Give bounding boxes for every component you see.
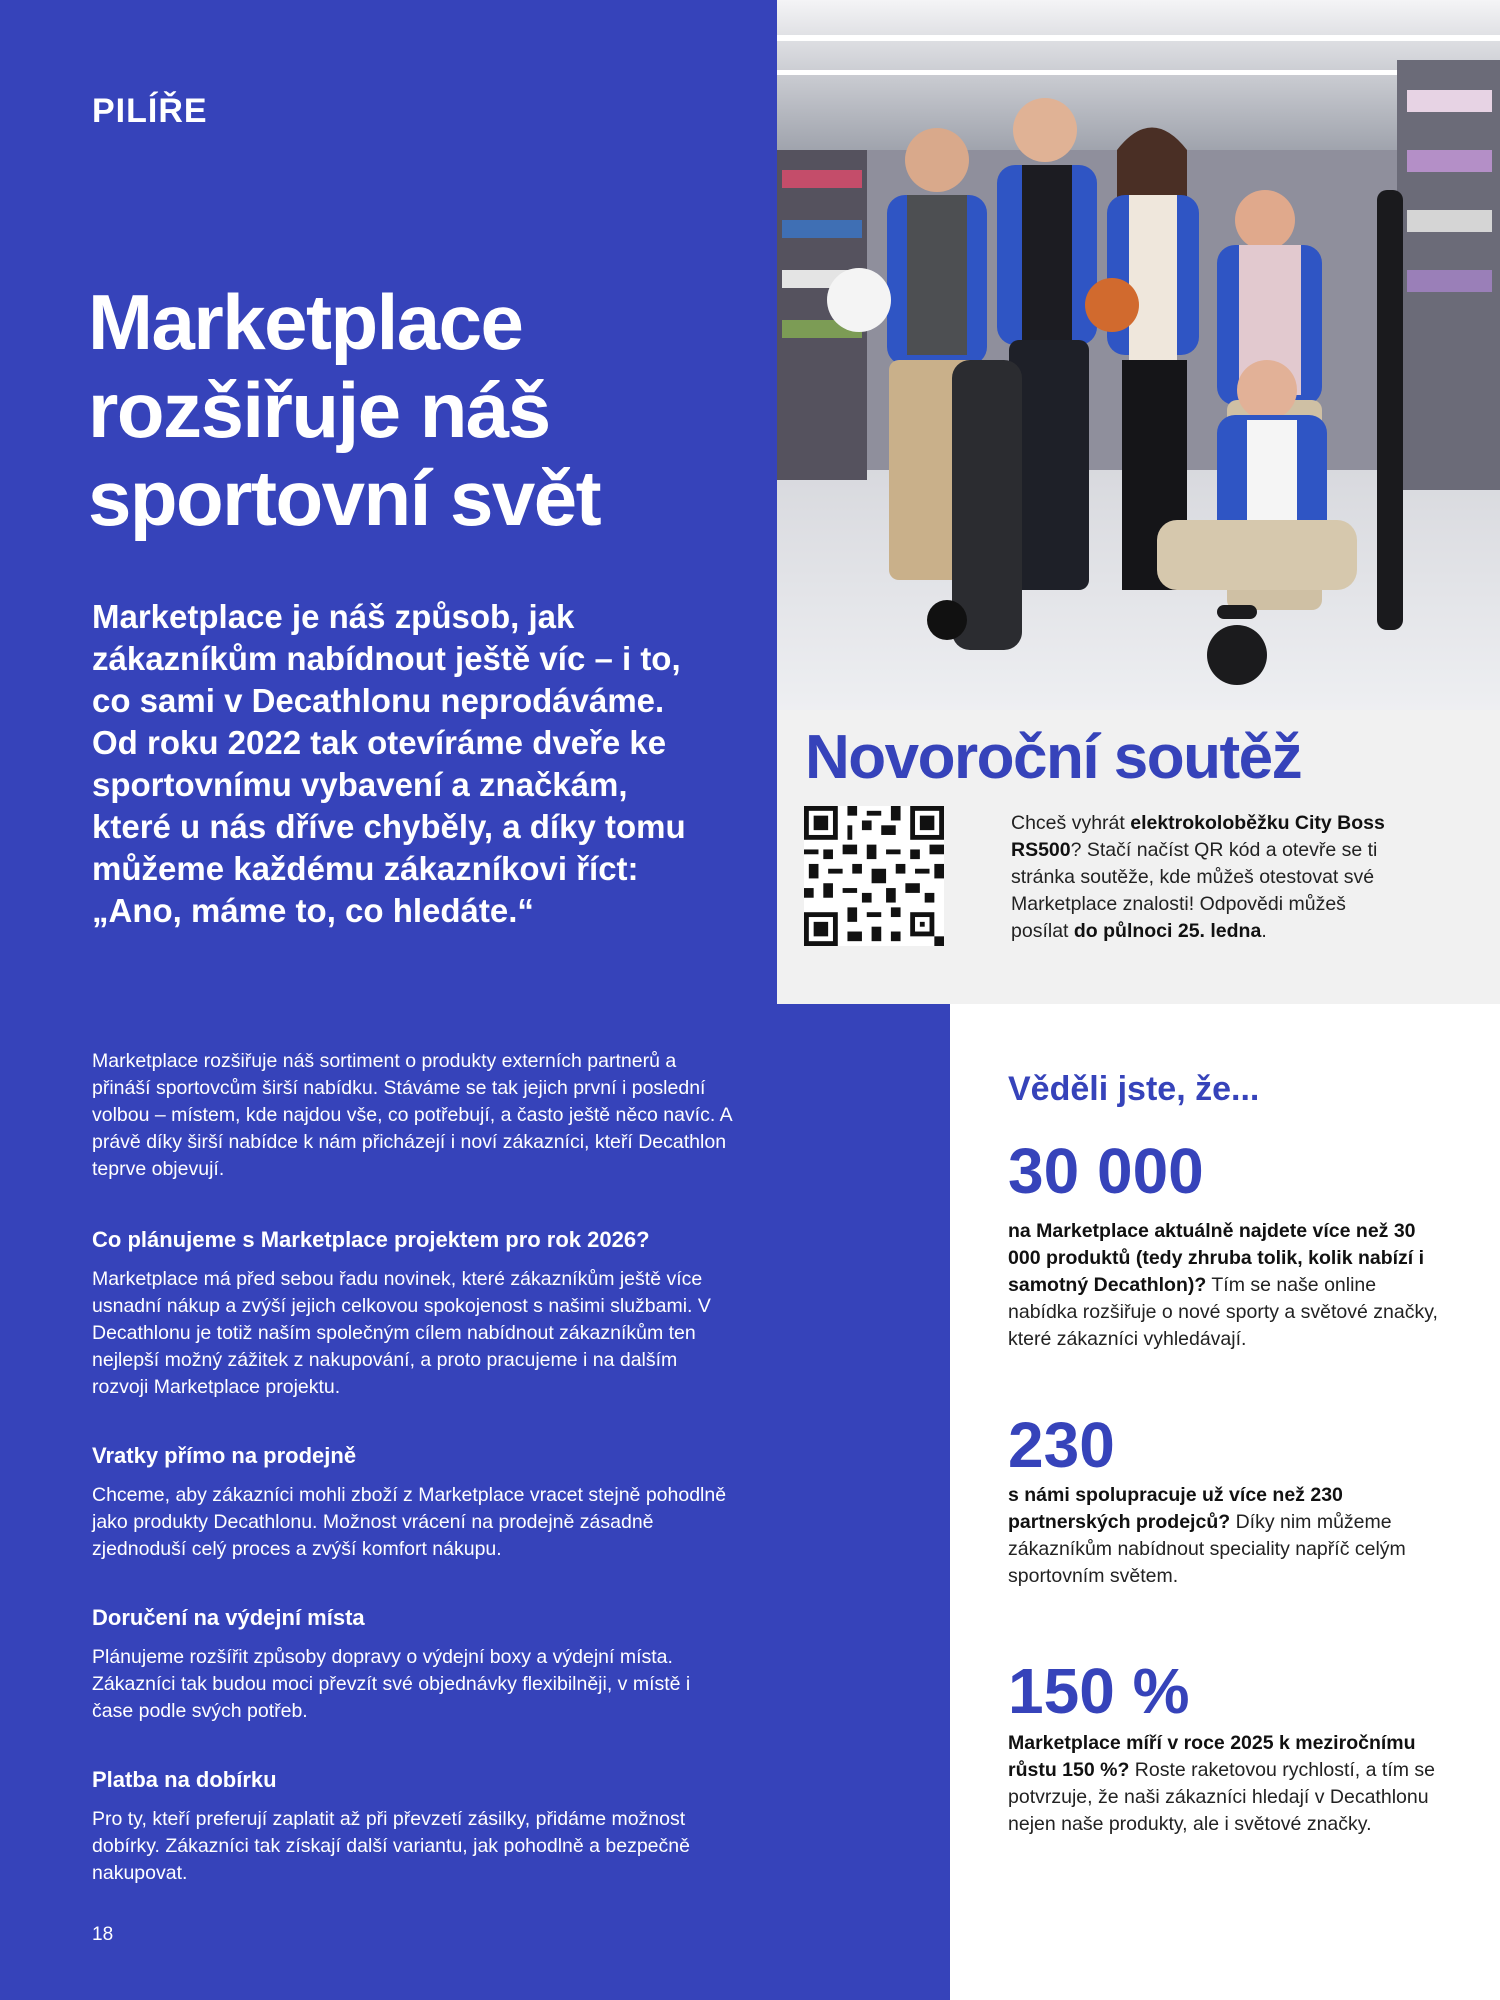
- section-heading-returns: Vratky přímo na prodejně: [92, 1443, 357, 1468]
- contest-deadline: do půlnoci 25. ledna: [1073, 920, 1262, 942]
- stat-plain-text: Díky nim můžeme zákazníkům nabídnout speciality napříč celým sportovním světem.: [1008, 1511, 1406, 1587]
- contest-text-part: ? Stačí načíst QR kód a otevře se ti stránka soutěže, kde můžeš otestovat své Marketplace znalosti! Odpovědi můžeš posílat: [1011, 839, 1378, 942]
- stat-value: 30 000: [1008, 1135, 1204, 1207]
- title-line: sportovní svět: [88, 454, 601, 542]
- section-heading-payment: Platba na dobírku: [92, 1767, 277, 1792]
- stat-bold-text: Marketplace míří v roce 2025 k meziročnímu růstu 150 %?: [1008, 1732, 1416, 1781]
- stat-description: [1008, 1218, 1448, 1353]
- lead-paragraph: Marketplace je náš způsob, jak zákazníkům nabídnout ještě víc – i to, co sami v Decathlonu neprodáváme. Od roku 2022 tak otevíráme dveře ke sportovnímu vybavení a značkám, které u nás dříve chyběly, a díky tomu můžeme každému zákazníkovi říct: „Ano, máme to, co hledáte.“: [92, 598, 686, 929]
- contest-box: [777, 710, 1500, 1004]
- intro-paragraph: Marketplace rozšiřuje náš sortiment o produkty externích partnerů a přináší sportovcům širší nabídku. Stáváme se tak jejich první i poslední volbou – místem, kde najdou vše, co potřebují, a často ještě něco navíc. A právě díky širší nabídce k nám přicházejí i noví zákazníci, kteří Decathlon teprve objevují.: [92, 1050, 732, 1180]
- stat-plain-text: Tím se naše online nabídka rozšiřuje o nové sporty a světové značky, které zákazníci vyhledávají.: [1008, 1274, 1438, 1350]
- stat-value: 230: [1008, 1409, 1115, 1481]
- contest-text: [1011, 810, 1391, 945]
- section-text-delivery: Plánujeme rozšířit způsoby dopravy o výdejní boxy a výdejní místa. Zákazníci tak budou moci převzít své objednávky flexibilněji, v místě i čase podle svých potřeb.: [92, 1646, 691, 1722]
- stat-description: [1008, 1482, 1448, 1590]
- stat-bold-text: s námi spolupracuje už více než 230 partnerských prodejců?: [1008, 1484, 1343, 1533]
- contest-text-part: .: [1261, 920, 1267, 942]
- title-line: Marketplace: [88, 278, 523, 366]
- stat-plain-text: Roste raketovou rychlostí, a tím se potvrzuje, že naši zákazníci hledají v Decathlonu nejen naše produkty, ale i světové značky.: [1008, 1759, 1435, 1835]
- section-label: PILÍŘE: [92, 92, 208, 130]
- section-heading-delivery: Doručení na výdejní místa: [92, 1605, 365, 1630]
- section-text-returns: Chceme, aby zákazníci mohli zboží z Marketplace vracet stejně pohodlně jako produkty Decathlonu. Možnost vrácení na prodejně zásadně zjednoduší celý proces a zvýší komfort nákupu.: [92, 1484, 727, 1560]
- team-photo: [777, 0, 1500, 710]
- qr-code-icon[interactable]: [804, 806, 944, 946]
- contest-title: Novoroční soutěž: [805, 723, 1302, 792]
- stat-bold-text: na Marketplace aktuálně najdete více než 30 000 produktů (tedy zhruba tolik, kolik nabízí i samotný Decathlon)?: [1008, 1220, 1425, 1296]
- team-photo-illustration: [777, 0, 1500, 710]
- page-number: 18: [92, 1924, 114, 1945]
- contest-prize: elektrokoloběžku City Boss RS500: [1011, 812, 1385, 861]
- facts-title: Věděli jste, že...: [1008, 1070, 1260, 1108]
- section-heading-plan: Co plánujeme s Marketplace projektem pro rok 2026?: [92, 1227, 650, 1252]
- title-line: rozšiřuje náš: [88, 366, 550, 454]
- stat-value: 150 %: [1008, 1655, 1190, 1727]
- contest-text-part: Chceš vyhrát: [1011, 812, 1131, 834]
- page-title: [88, 278, 728, 542]
- stat-description: [1008, 1730, 1448, 1838]
- section-text-payment: Pro ty, kteří preferují zaplatit až při převzetí zásilky, přidáme možnost dobírky. Zákazníci tak získají další variantu, jak pohodlně a bezpečně nakupovat.: [92, 1808, 690, 1884]
- section-text-plan: Marketplace má před sebou řadu novinek, které zákazníkům ještě více usnadní nákup a zvýší jejich celkovou spokojenost s našimi službami. V Decathlonu je totiž naším společným cílem nabídnout zákazníkům ten nejlepší možný zážitek z nakupování, a proto pracujeme i na dalším rozvoji Marketplace projektu.: [92, 1268, 711, 1398]
